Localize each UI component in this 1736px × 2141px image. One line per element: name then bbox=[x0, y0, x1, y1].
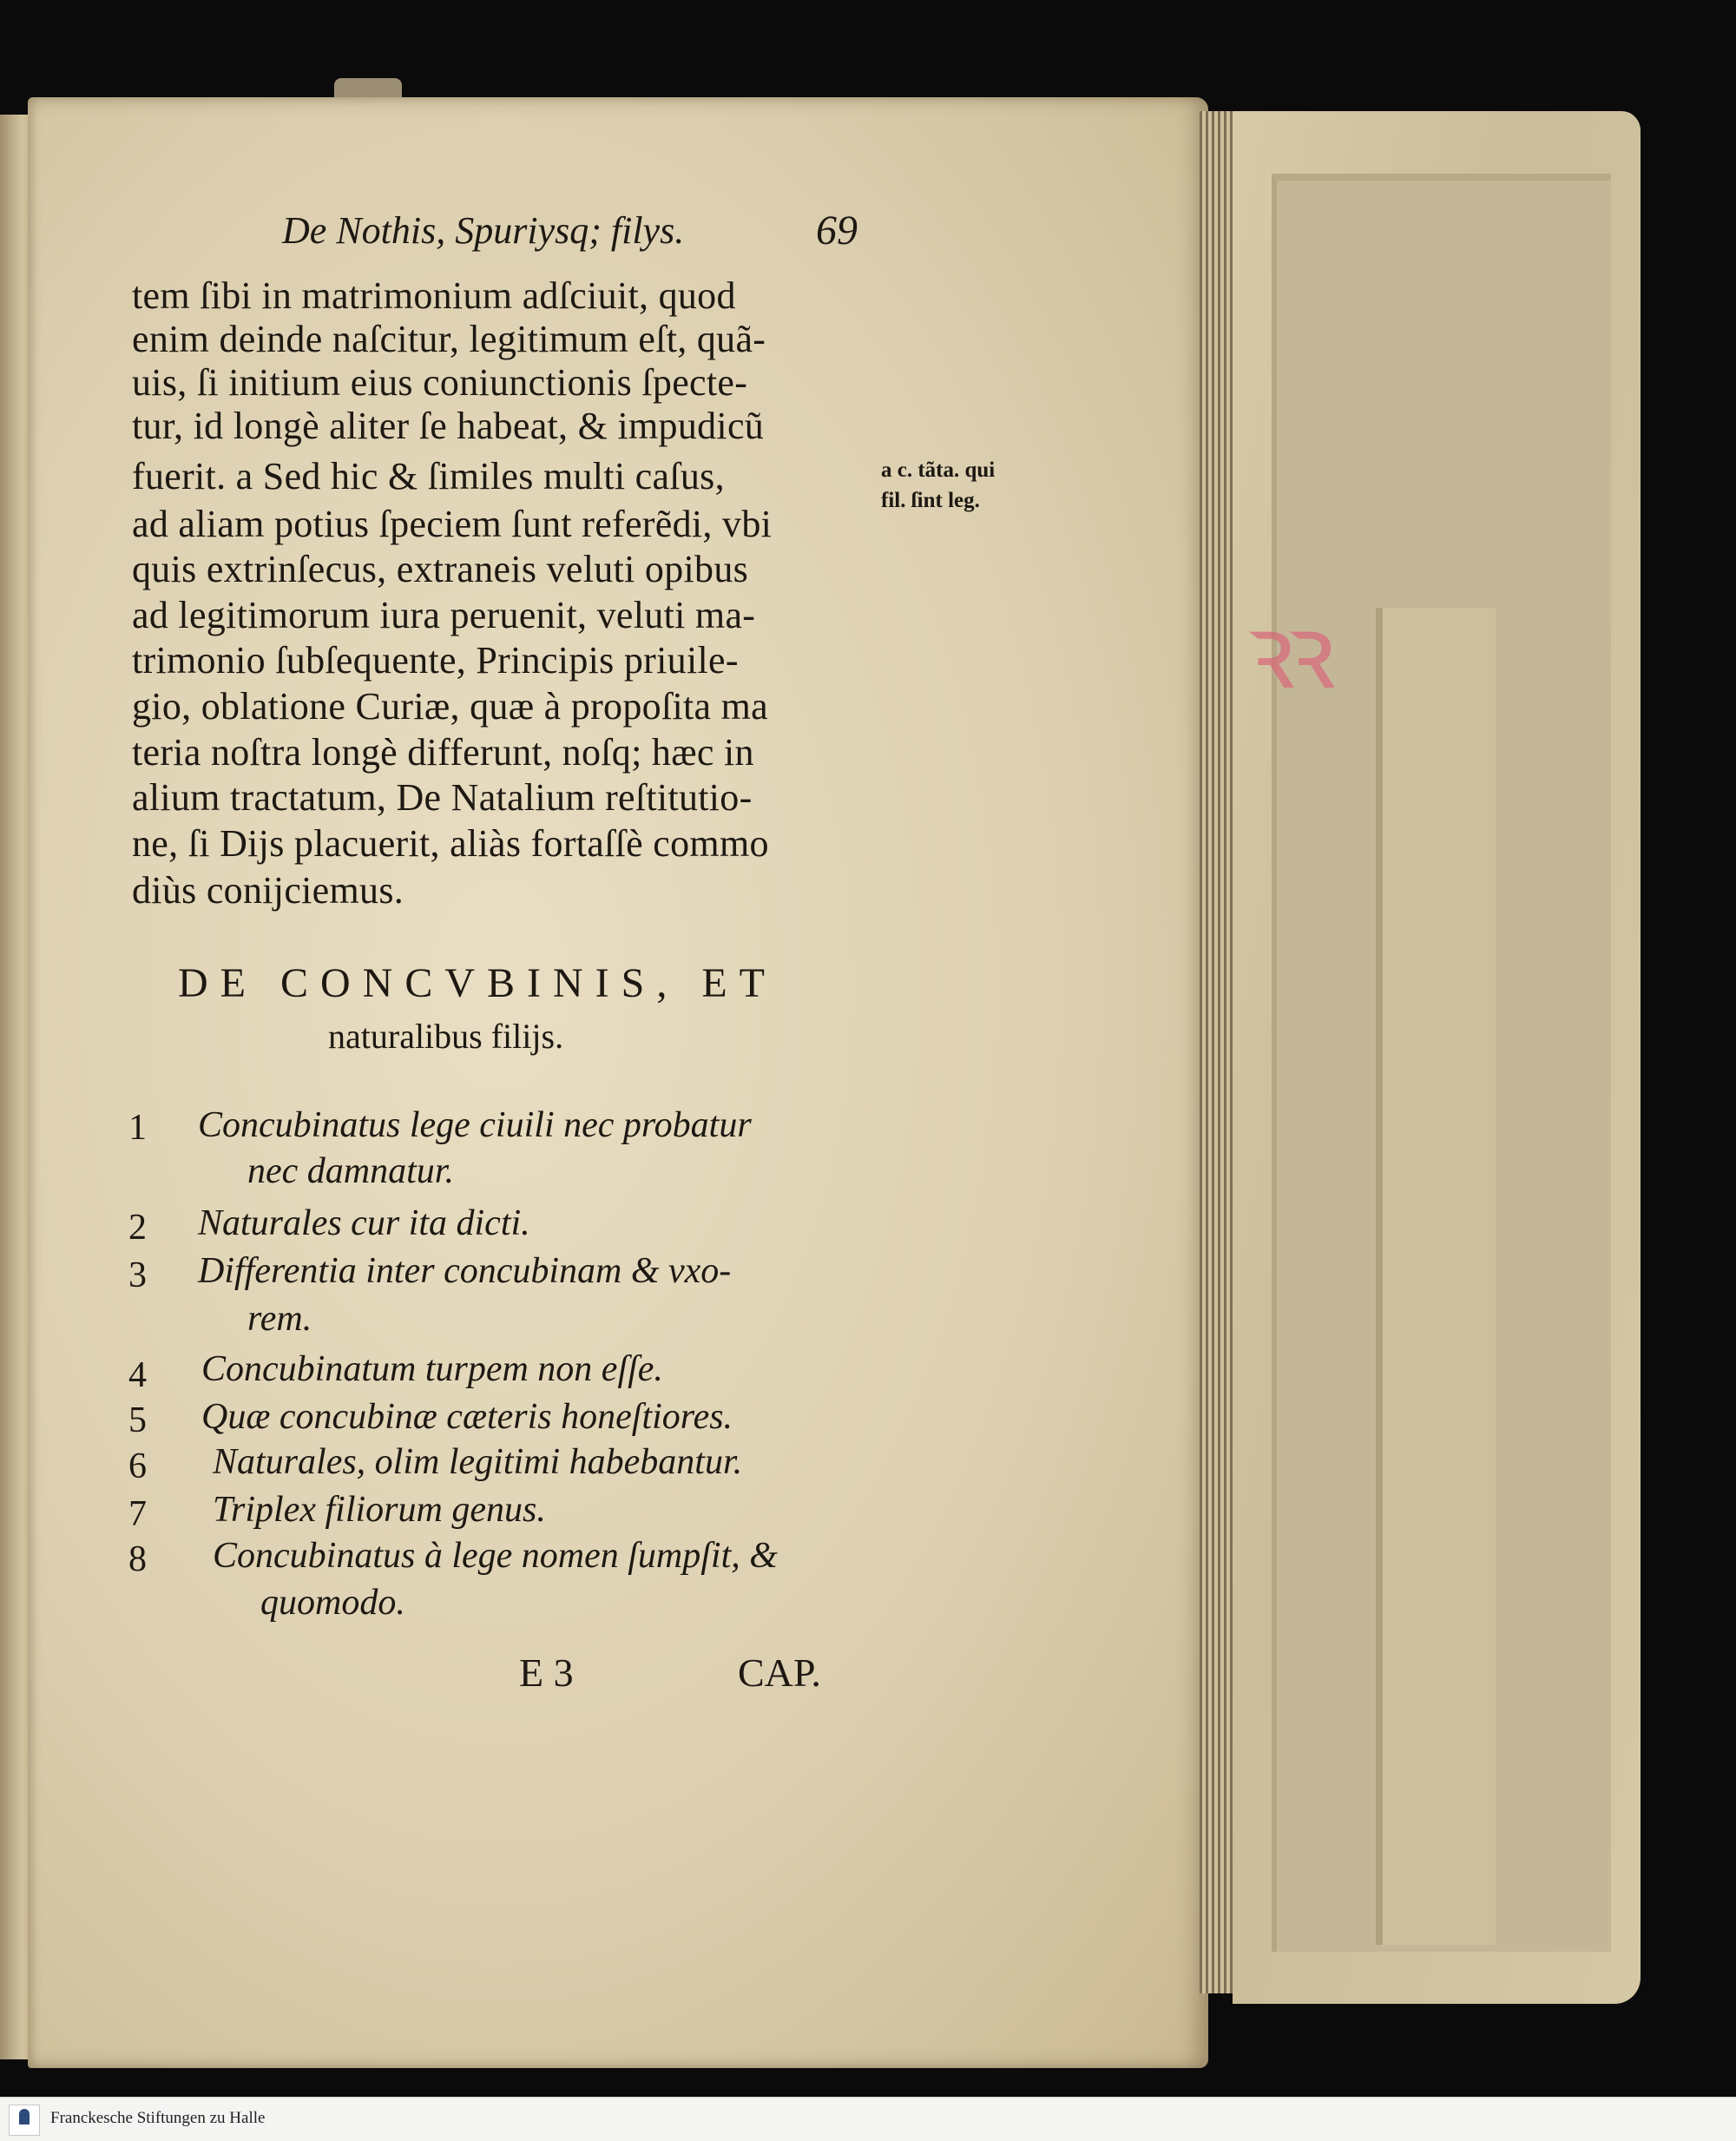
summary-item: Concubinatus lege ciuili nec probatur bbox=[198, 1105, 752, 1145]
institution-logo-icon bbox=[9, 2105, 40, 2136]
body-line: gio, oblatione Curiæ, quæ à propoſita ma bbox=[132, 685, 769, 728]
summary-item: Triplex filiorum genus. bbox=[213, 1490, 546, 1530]
summary-item-continued: quomodo. bbox=[260, 1583, 405, 1623]
body-line: tem ſibi in matrimonium adſciuit, quod bbox=[132, 274, 736, 317]
summary-number: 5 bbox=[128, 1400, 147, 1440]
body-line: teria noſtra longè differunt, noſq; hæc in bbox=[132, 731, 754, 774]
margin-note: a c. tãta. qui bbox=[881, 458, 996, 482]
body-line: quis extrinſecus, extraneis veluti opibus bbox=[132, 548, 749, 590]
body-line: trimonio ſubſequente, Principis priuile- bbox=[132, 639, 739, 682]
institution-name: Franckesche Stiftungen zu Halle bbox=[50, 2109, 266, 2127]
left-page-edge bbox=[0, 115, 31, 2059]
section-heading: DE CONCVBINIS, ET bbox=[178, 960, 777, 1006]
summary-item-continued: rem. bbox=[247, 1299, 312, 1339]
red-library-mark: ꝛꝛ bbox=[1246, 592, 1327, 713]
body-line: fuerit. a Sed hic & ſimiles multi caſus, bbox=[132, 455, 725, 497]
summary-number: 2 bbox=[128, 1208, 147, 1248]
running-head: De Nothis, Spuriysq; filys. bbox=[282, 209, 685, 252]
summary-item: Naturales, olim legitimi habebantur. bbox=[213, 1442, 743, 1482]
section-subheading: naturalibus filijs. bbox=[328, 1017, 564, 1056]
body-line: uis, ſi initium eius coniunctionis ſpecte- bbox=[132, 361, 748, 404]
body-line: diùs conijciemus. bbox=[132, 869, 404, 912]
summary-number: 1 bbox=[128, 1108, 147, 1148]
summary-number: 6 bbox=[128, 1446, 147, 1486]
summary-item: Concubinatus à lege nomen ſumpſit, & bbox=[213, 1536, 778, 1576]
summary-number: 3 bbox=[128, 1255, 147, 1295]
body-line: ne, ſi Dijs placuerit, aliàs fortaſſè commo bbox=[132, 822, 769, 865]
summary-number: 4 bbox=[128, 1355, 147, 1395]
catchword: CAP. bbox=[738, 1650, 821, 1695]
page-number: 69 bbox=[816, 208, 858, 254]
body-line: ad aliam potius ſpeciem ſunt referẽdi, vbi bbox=[132, 503, 773, 545]
body-line: ad legitimorum iura peruenit, veluti ma- bbox=[132, 594, 756, 636]
summary-number: 7 bbox=[128, 1494, 147, 1534]
body-line: alium tractatum, De Natalium reſtitutio- bbox=[132, 776, 753, 819]
summary-item: Concubinatum turpem non eſſe. bbox=[201, 1349, 663, 1389]
summary-number: 8 bbox=[128, 1539, 147, 1579]
summary-item: Quæ concubinæ cæteris honeſtiores. bbox=[201, 1397, 733, 1437]
cover-fold bbox=[1376, 608, 1496, 1945]
margin-note: fil. ſint leg. bbox=[881, 489, 980, 512]
signature-mark: E 3 bbox=[519, 1650, 574, 1695]
body-line: tur, id longè aliter ſe habeat, & impudicũ bbox=[132, 405, 765, 447]
body-line: enim deinde naſcitur, legitimum eſt, quã- bbox=[132, 318, 766, 360]
summary-item: Differentia inter concubinam & vxo- bbox=[198, 1251, 732, 1291]
summary-item: Naturales cur ita dicti. bbox=[198, 1203, 530, 1243]
summary-item-continued: nec damnatur. bbox=[247, 1151, 454, 1191]
viewer-footer bbox=[0, 2097, 1736, 2141]
